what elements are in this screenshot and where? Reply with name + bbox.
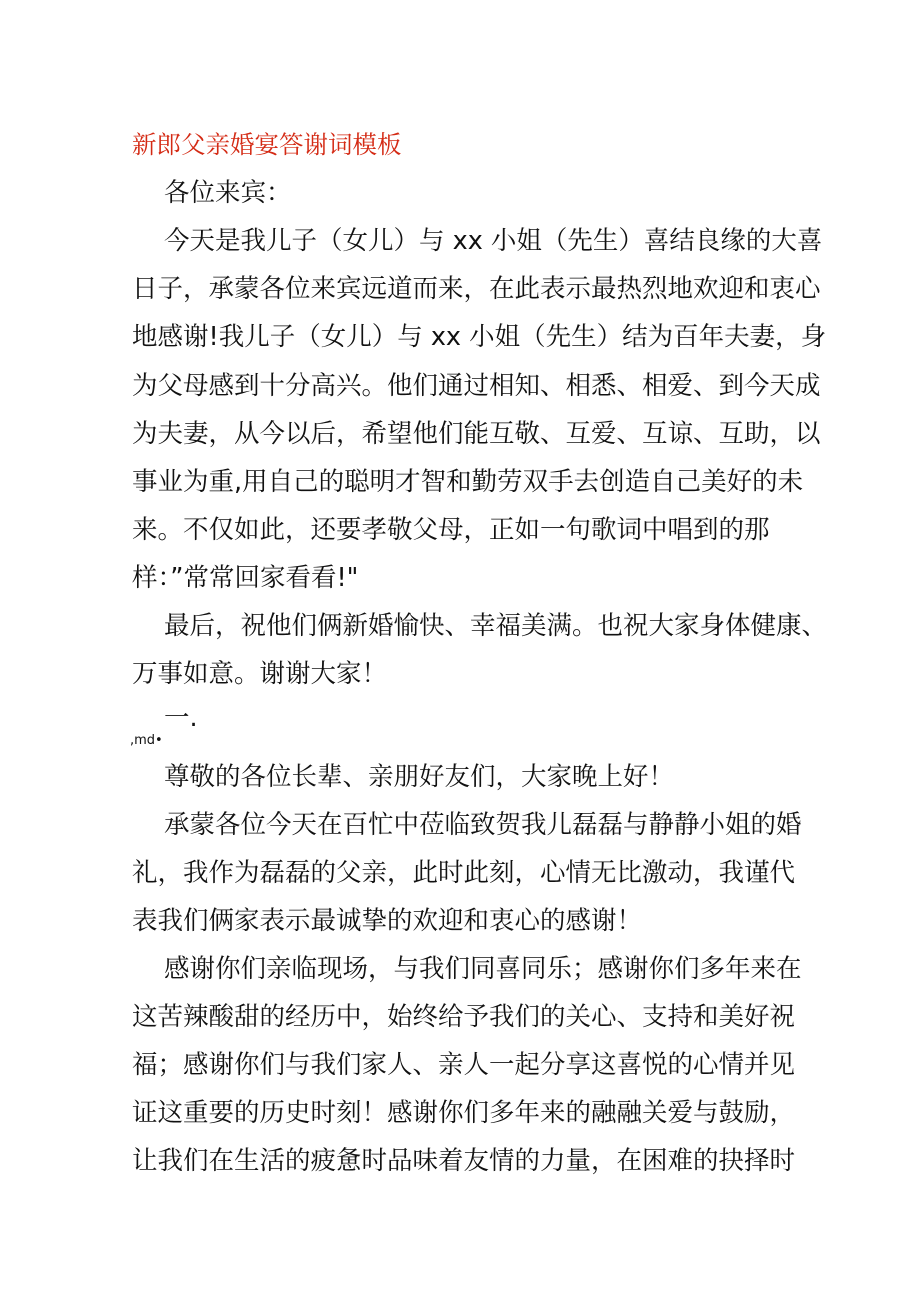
paragraph-line: 表我们俩家表示最诚挚的欢迎和衷心的感谢！	[132, 906, 643, 936]
document-title: 新郎父亲婚宴答谢词模板	[132, 130, 402, 159]
paragraph-line: 感谢你们亲临现场，与我们同喜同乐；感谢你们多年来在	[164, 954, 802, 984]
paragraph-line: 承蒙各位今天在百忙中莅临致贺我儿磊磊与静静小姐的婚	[164, 810, 802, 840]
paragraph-line: 福；感谢你们与我们家人、亲人一起分享这喜悦的心情并见	[132, 1050, 796, 1080]
paragraph-line: 地感谢!我儿子（女儿）与 xx 小姐（先生）结为百年夫妻，身	[132, 322, 827, 352]
salutation: 各位来宾：	[164, 178, 292, 208]
paragraph-line: 日子，承蒙各位来宾远道而来，在此表示最热烈地欢迎和衷心	[132, 274, 821, 304]
paragraph-line: 最后，祝他们俩新婚愉快、幸福美满。也祝大家身体健康、	[164, 611, 828, 641]
paragraph-line: 礼，我作为磊磊的父亲，此时此刻，心情无比激动，我谨代	[132, 858, 796, 888]
paragraph-line: 万事如意。谢谢大家！	[132, 659, 388, 689]
paragraph-line: 样：”常常回家看看!"	[132, 563, 359, 593]
paragraph-line: 证这重要的历史时刻！感谢你们多年来的融融关爱与鼓励，	[132, 1098, 796, 1128]
paragraph-line: 来。不仅如此，还要孝敬父母，正如一句歌词中唱到的那	[132, 515, 770, 545]
paragraph-line: 今天是我儿子（女儿）与 xx 小姐（先生）喜结良缘的大喜	[164, 226, 823, 256]
stray-mark: ,md•	[130, 733, 163, 748]
paragraph-line: 为夫妻，从今以后，希望他们能互敬、互爱、互谅、互助，以	[132, 419, 821, 449]
paragraph-line: 让我们在生活的疲惫时品味着友情的力量，在困难的抉择时	[132, 1146, 796, 1176]
paragraph-line: 这苦辣酸甜的经历中，始终给予我们的关心、支持和美好祝	[132, 1002, 796, 1032]
paragraph-line: 事业为重,用自己的聪明才智和勤劳双手去创造自己美好的未	[132, 467, 804, 497]
paragraph-line: 为父母感到十分高兴。他们通过相知、相悉、相爱、到今天成	[132, 371, 821, 401]
section-number: 一.	[164, 703, 198, 733]
salutation: 尊敬的各位长辈、亲朋好友们，大家晚上好！	[164, 762, 675, 792]
